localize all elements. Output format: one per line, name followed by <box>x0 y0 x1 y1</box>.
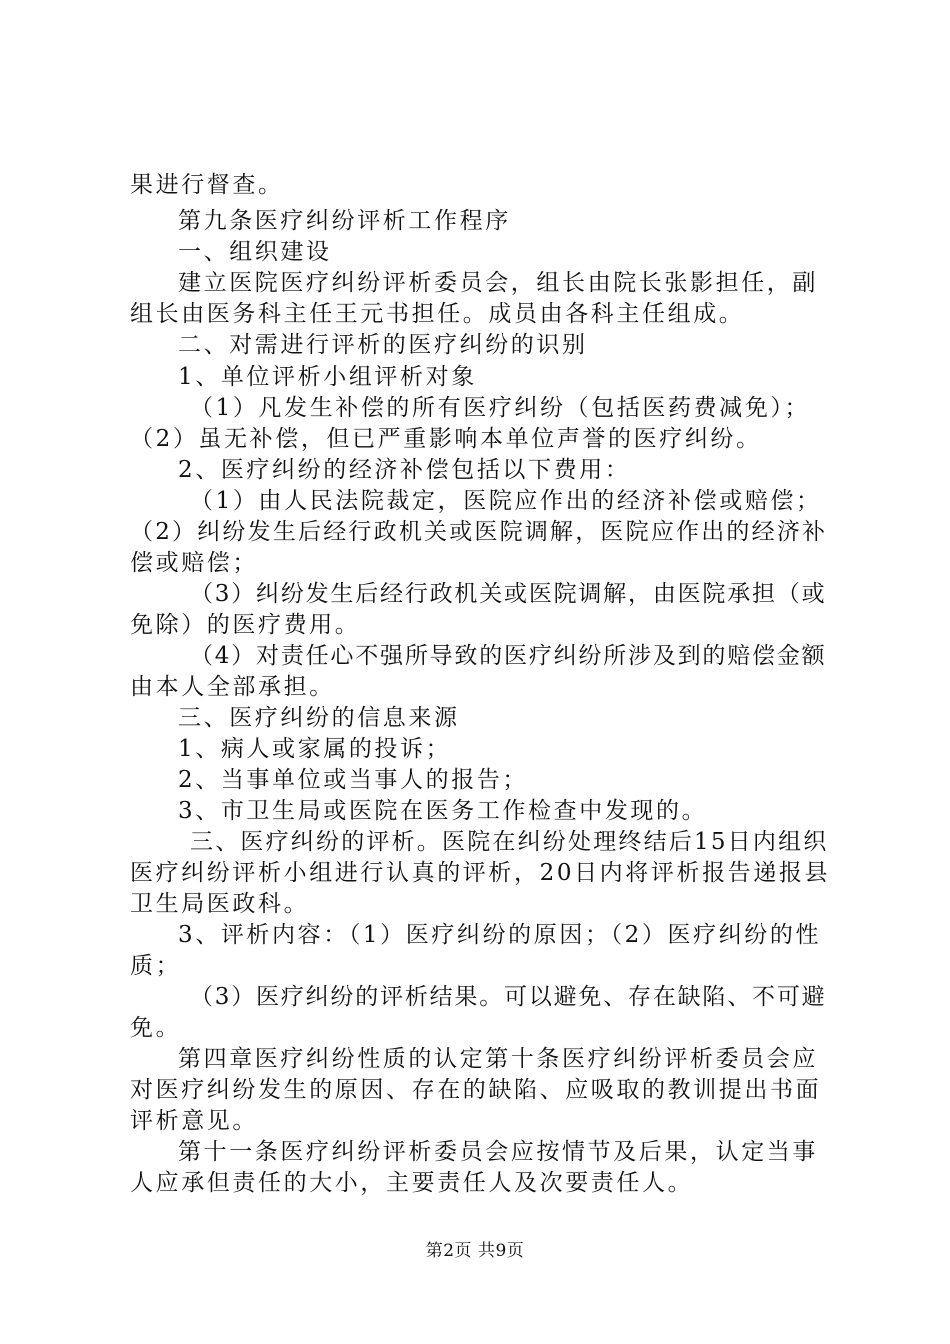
text-line: 对医疗纠纷发生的原因、存在的缺陷、应吸取的教训提出书面 <box>130 1077 822 1103</box>
text-line: 果进行督查。 <box>130 172 284 198</box>
text-line: 三、医疗纠纷的评析。医院在纠纷处理终结后15日内组织 <box>190 829 829 855</box>
text-line: 质； <box>130 953 182 979</box>
text-line: 建立医院医疗纠纷评析委员会，组长由院长张影担任，副 <box>178 270 818 296</box>
text-line: 二、对需进行评析的医疗纠纷的识别 <box>178 332 588 358</box>
text-line: 一、组织建设 <box>178 239 332 265</box>
text-line: 偿或赔偿； <box>130 550 258 576</box>
text-line: （1）凡发生补偿的所有医疗纠纷（包括医药费减免）； <box>190 395 811 421</box>
text-line: 评析意见。 <box>130 1108 258 1134</box>
text-line: 卫生局医政科。 <box>130 891 310 917</box>
text-line: 2、医疗纠纷的经济补偿包括以下费用： <box>178 457 631 483</box>
text-line: 免。 <box>130 1015 182 1041</box>
text-line: 医疗纠纷评析小组进行认真的评析，20日内将评析报告递报县 <box>130 860 831 886</box>
text-line: 第十一条医疗纠纷评析委员会应按情节及后果，认定当事 <box>178 1139 818 1165</box>
text-line: 组长由医务科主任王元书担任。成员由各科主任组成。 <box>130 301 745 327</box>
text-line: 3、评析内容：（1）医疗纠纷的原因；（2）医疗纠纷的性 <box>178 922 822 948</box>
text-line: 3、市卫生局或医院在医务工作检查中发现的。 <box>178 798 708 824</box>
text-line: 2、当事单位或当事人的报告； <box>178 767 529 793</box>
text-line: （3）医疗纠纷的评析结果。可以避免、存在缺陷、不可避 <box>190 984 827 1010</box>
text-line: （1）由人民法院裁定，医院应作出的经济补偿或赔偿； <box>190 488 822 514</box>
text-line: 免除）的医疗费用。 <box>130 612 361 638</box>
text-line: （2）纠纷发生后经行政机关或医院调解，医院应作出的经济补 <box>130 519 828 545</box>
text-line: （3）纠纷发生后经行政机关或医院调解，由医院承担（或 <box>190 581 827 607</box>
text-line: 人应承但责任的大小，主要责任人及次要责任人。 <box>130 1170 694 1196</box>
text-line: （2）虽无补偿，但已严重影响本单位声誉的医疗纠纷。 <box>130 426 762 452</box>
text-line: 1、单位评析小组评析对象 <box>178 364 477 390</box>
text-line: （4）对责任心不强所导致的医疗纠纷所涉及到的赔偿金额 <box>190 643 827 669</box>
text-line: 1、病人或家属的投诉； <box>178 736 452 762</box>
text-line: 第九条医疗纠纷评析工作程序 <box>178 208 511 234</box>
page-number: 第2页 共9页 <box>425 1241 525 1261</box>
text-line: 三、医疗纠纷的信息来源 <box>178 705 460 731</box>
text-line: 由本人全部承担。 <box>130 674 335 700</box>
text-line: 第四章医疗纠纷性质的认定第十条医疗纠纷评析委员会应 <box>178 1046 818 1072</box>
